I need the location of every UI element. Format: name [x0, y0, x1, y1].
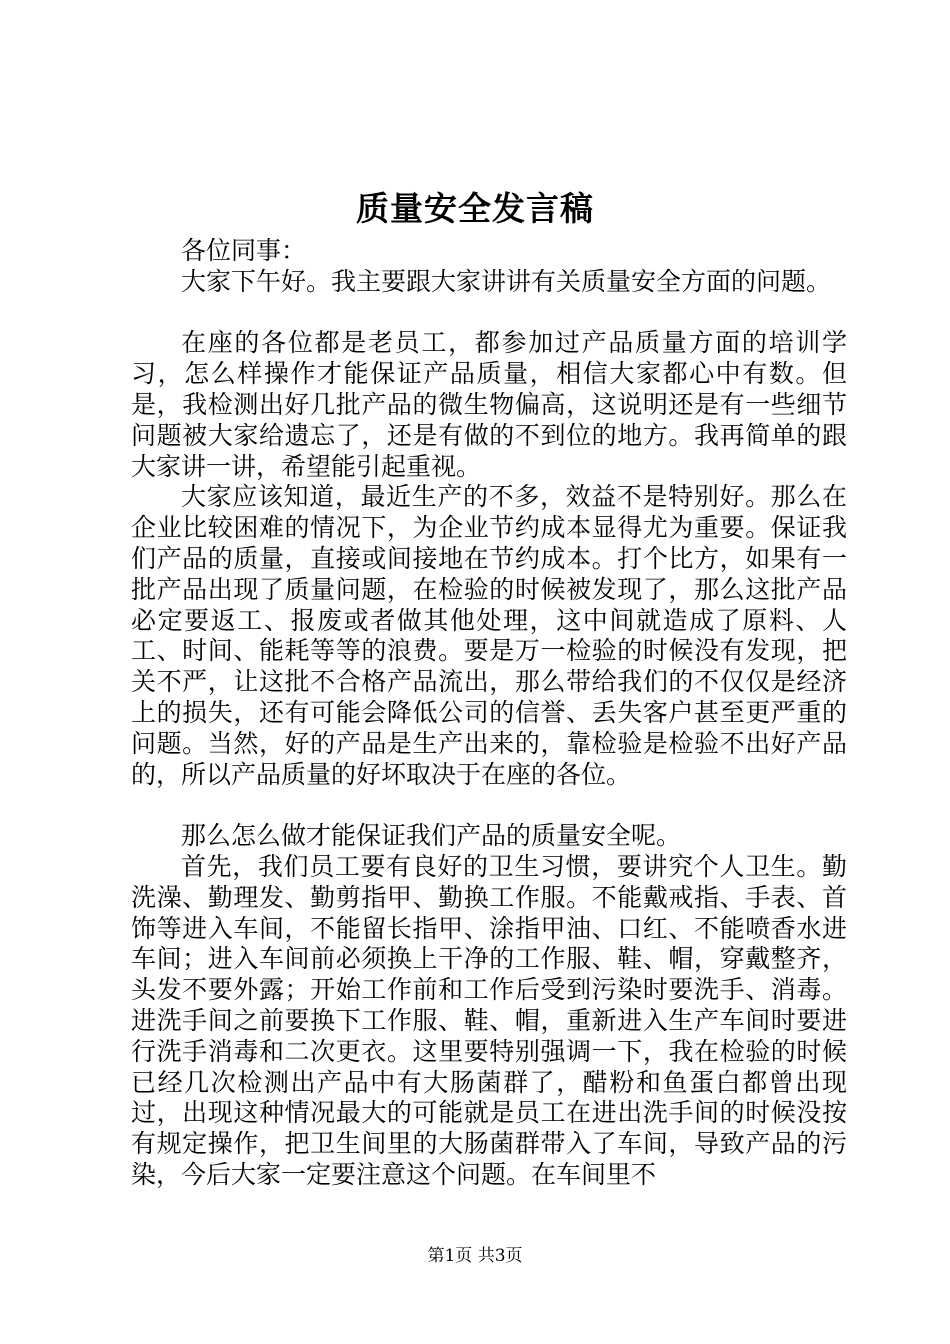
greeting-paragraph: 大家下午好。我主要跟大家讲讲有关质量安全方面的问题。: [181, 266, 832, 296]
body-paragraph-hygiene: 首先，我们员工要有良好的卫生习惯，要讲究个人卫生。勤洗澡、勤理发、勤剪指甲、勤换工作服。不能戴戒指、手表、首饰等进入车间，不能留长指甲、涂指甲油、口红、不能喷香水进车间；进入车间前必须换上干净的工作服、鞋、帽，穿戴整齐，头发不要外露；开始工作前和工作后受到污染时要洗手、消毒。进洗手间之前要换下工作服、鞋、帽，重新进入生产车间时要进行洗手消毒和二次更衣。这里要特别强调一下，我在检验的时候已经几次检测出产品中有大肠菌群了，醋粉和鱼蛋白都曾出现过，出现这种情况最大的可能就是员工在进出洗手间的时候没按有规定操作，把卫生间里的大肠菌群带入了车间，导致产品的污染，今后大家一定要注意这个问题。在车间里不: [131, 851, 847, 1189]
paragraph-spacer: [131, 790, 847, 821]
salutation: 各位同事：: [181, 236, 307, 265]
body-paragraph-cost: 大家应该知道，最近生产的不多，效益不是特别好。那么在企业比较困难的情况下，为企业节约成本显得尤为重要。保证我们产品的质量，直接或间接地在节约成本。打个比方，如果有一批产品出现了质量问题，在检验的时候被发现了，那么这批产品必定要返工、报废或者做其他处理，这中间就造成了原料、人工、时间、能耗等等的浪费。要是万一检验的时候没有发现，把关不严，让这批不合格产品流出，那么带给我们的不仅仅是经济上的损失，还有可能会降低公司的信誉、丢失客户甚至更严重的问题。当然，好的产品是生产出来的，靠检验是检验不出好产品的，所以产品质量的好坏取决于在座的各位。: [131, 482, 847, 789]
body-paragraph-experience: 在座的各位都是老员工，都参加过产品质量方面的培训学习，怎么样操作才能保证产品质量，相信大家都心中有数。但是，我检测出好几批产品的微生物偏高，这说明还是有一些细节问题被大家给遗忘了，还是有做的不到位的地方。我再简单的跟大家讲一讲，希望能引起重视。: [131, 328, 847, 481]
page-number: 第1页 共3页: [427, 1246, 523, 1266]
paragraph-spacer: [131, 298, 847, 329]
body-paragraph-question: 那么怎么做才能保证我们产品的质量安全呢。: [181, 821, 682, 851]
document-body: [131, 236, 847, 1191]
document-title: 质量安全发言稿: [356, 189, 594, 228]
